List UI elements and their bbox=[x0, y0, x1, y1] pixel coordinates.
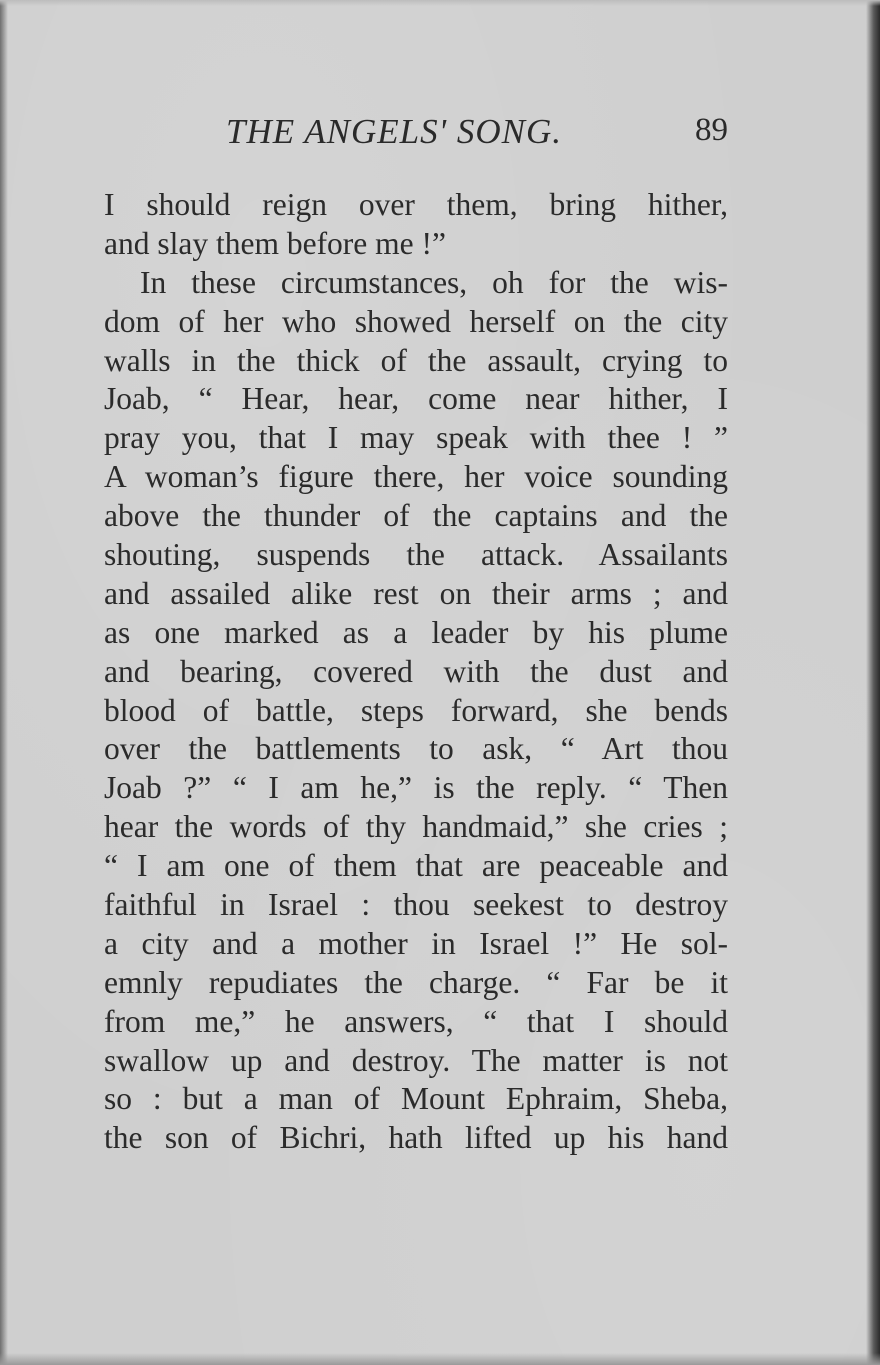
text-line: Joab ?” “ I am he,” is the reply. “ Then bbox=[104, 770, 728, 806]
text-line: the son of Bichri, hath lifted up his hand bbox=[104, 1120, 728, 1156]
page-number: 89 bbox=[695, 112, 728, 148]
text-line: blood of battle, steps forward, she bends bbox=[104, 692, 728, 728]
running-head-title: THE ANGELS' SONG. bbox=[226, 112, 562, 151]
text-line: Joab, “ Hear, hear, come near hither, I bbox=[104, 381, 728, 417]
page-bottom-edge bbox=[0, 1353, 880, 1365]
text-line: as one marked as a leader by his plume bbox=[104, 614, 728, 650]
text-line: I should reign over them, bring hither, bbox=[104, 187, 728, 222]
page-top-edge bbox=[0, 0, 880, 6]
page-left-edge-shadow bbox=[0, 0, 8, 1365]
text-line: pray you, that I may speak with thee ! ” bbox=[104, 420, 728, 456]
text-line: emnly repudiates the charge. “ Far be it bbox=[104, 964, 728, 1000]
text-line: a city and a mother in Israel !” He sol- bbox=[104, 925, 728, 961]
text-line: A woman’s figure there, her voice sounding bbox=[104, 459, 728, 495]
body-text bbox=[104, 186, 728, 1158]
text-line: so : but a man of Mount Ephraim, Sheba, bbox=[104, 1081, 728, 1117]
text-line: and slay them before me !” bbox=[104, 225, 446, 261]
text-line: and bearing, covered with the dust and bbox=[104, 653, 728, 689]
text-line: In these circumstances, oh for the wis- bbox=[140, 264, 728, 300]
text-line: over the battlements to ask, “ Art thou bbox=[104, 731, 728, 767]
text-line: and assailed alike rest on their arms ; and bbox=[104, 575, 728, 611]
text-line: walls in the thick of the assault, crying to bbox=[104, 342, 728, 378]
text-line: above the thunder of the captains and the bbox=[104, 498, 728, 534]
running-head bbox=[104, 112, 728, 162]
text-line: “ I am one of them that are peaceable and bbox=[104, 848, 728, 884]
text-line: from me,” he answers, “ that I should bbox=[104, 1003, 728, 1039]
text-line: faithful in Israel : thou seekest to destroy bbox=[104, 887, 728, 923]
text-line: hear the words of thy handmaid,” she cries ; bbox=[104, 809, 728, 845]
text-line: dom of her who showed herself on the city bbox=[104, 303, 728, 339]
text-line: swallow up and destroy. The matter is not bbox=[104, 1042, 728, 1078]
text-line: shouting, suspends the attack. Assailants bbox=[104, 537, 728, 573]
page-right-edge-shadow bbox=[866, 0, 880, 1365]
